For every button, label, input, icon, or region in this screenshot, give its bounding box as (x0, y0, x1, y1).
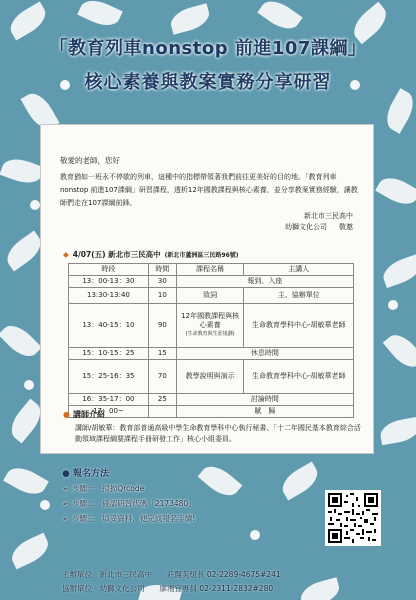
course-cell: 致詞 (176, 288, 244, 304)
course-title: 12年國教課程與核心素養 (181, 312, 240, 329)
registration-step (62, 483, 322, 494)
registration-step (62, 513, 322, 524)
lecturer-section (63, 409, 363, 445)
header-cell: 時段 (69, 264, 149, 276)
time-cell: 13：00-13：30 (69, 276, 149, 288)
organizer-2: 幼獅文化公司 (285, 223, 327, 231)
lecturer-text: 講師/胡敏華：教育部普通高級中學生命教育學科中心執行秘書、「十二年國民基本教育綜合活動領域課程綱要課程手冊研發工作」核心小組委員。 (75, 424, 361, 443)
minutes-cell: 10 (148, 288, 176, 304)
minutes-cell: 30 (148, 276, 176, 288)
signature (285, 211, 353, 233)
time-cell: 13：40-15：10 (69, 304, 149, 348)
poster-title (0, 34, 416, 94)
content-card (40, 124, 374, 454)
registration-section (62, 466, 322, 524)
course-cell: 討論時間 (176, 394, 353, 406)
minutes-cell: 15 (148, 348, 176, 360)
speaker-cell: 生命教育學科中心-胡敏華老師 (244, 304, 354, 348)
table-row (69, 360, 354, 394)
title-line-1: 「教育列車nonstop 前進107課綱」 (49, 38, 367, 59)
table-row (69, 288, 354, 304)
table-row (69, 304, 354, 348)
table-row (69, 348, 354, 360)
intro-text: 教育猶如一班永不停歇的列車，這種中的指標帶領著我們前往更美好的目的地。「教育列車nonstop 前進107課綱」研習課程，透析12年國教課程與核心素養，並分享教案實務經驗，讓教師們走在107課綱前鋒。 (60, 173, 358, 207)
greeting: 敬愛的老師，您好 (60, 156, 120, 165)
schedule-table (68, 263, 354, 418)
minutes-cell: 90 (148, 304, 176, 348)
table-row (69, 276, 354, 288)
qr-code-image (328, 493, 378, 543)
event-date (63, 249, 239, 260)
time-cell: 15：25-16：35 (69, 360, 149, 394)
minutes-cell: 70 (148, 360, 176, 394)
step-text: 步驟一 掃描Qrcode (72, 484, 145, 493)
registration-heading: 報名方法 (73, 469, 110, 479)
footer-contacts (62, 568, 281, 596)
arrow-right-icon: ➢ (62, 514, 69, 523)
course-cell: 報到、入座 (176, 276, 353, 288)
time-cell: 13:30-13:40 (69, 288, 149, 304)
host-contact: 主辦單位 新北市三民高中 莊醫芙組長 02-2289-4675#241 (62, 570, 281, 579)
course-cell: 賦 歸 (176, 406, 353, 418)
event-date-text: 4/07(五) 新北市三民高中 (72, 250, 161, 259)
lecturer-heading: 講師介紹 (72, 410, 105, 419)
step-text: 步驟二 確認研習代碼「2173480」 (72, 499, 196, 508)
time-cell: 17：00~ (69, 406, 149, 418)
organizer-1: 新北市三民高中 (304, 212, 353, 220)
event-address: (新北市蘆洲區三民路96號) (164, 252, 239, 259)
co-host-contact: 協辦單位 幼獅文化公司 廖湘宜專員 02-2311-2832#280 (62, 584, 274, 593)
time-cell: 15：10-15：25 (69, 348, 149, 360)
arrow-right-icon: ➢ (62, 499, 69, 508)
table-row (69, 394, 354, 406)
invite-text: 敬邀 (339, 223, 353, 231)
registration-step (62, 498, 322, 509)
course-cell (176, 304, 244, 348)
title-line-2: 核心素養與教案實務分享研習 (84, 72, 332, 93)
speaker-cell: 主、協辦單位 (244, 288, 354, 304)
course-note: (生命教育與生涯規劃) (185, 331, 235, 337)
schedule-header-row (69, 264, 354, 276)
bullet-icon: ◆ (63, 250, 69, 259)
header-cell: 主講人 (244, 264, 354, 276)
course-cell: 休息時間 (176, 348, 353, 360)
course-cell: 教學說明與演示 (176, 360, 244, 394)
header-cell: 課程名稱 (176, 264, 244, 276)
step-text: 步驟三 填妥資料，便完成報名手續! (72, 514, 196, 523)
bullet-icon: ● (63, 410, 70, 419)
time-cell: 16：35-17：00 (69, 394, 149, 406)
speaker-cell: 生命教育學科中心-胡敏華老師 (244, 360, 354, 394)
arrow-right-icon: ➢ (62, 484, 69, 493)
bullet-icon: ● (62, 469, 73, 479)
qr-code[interactable] (325, 490, 381, 546)
minutes-cell: 25 (148, 394, 176, 406)
header-cell: 時間 (148, 264, 176, 276)
